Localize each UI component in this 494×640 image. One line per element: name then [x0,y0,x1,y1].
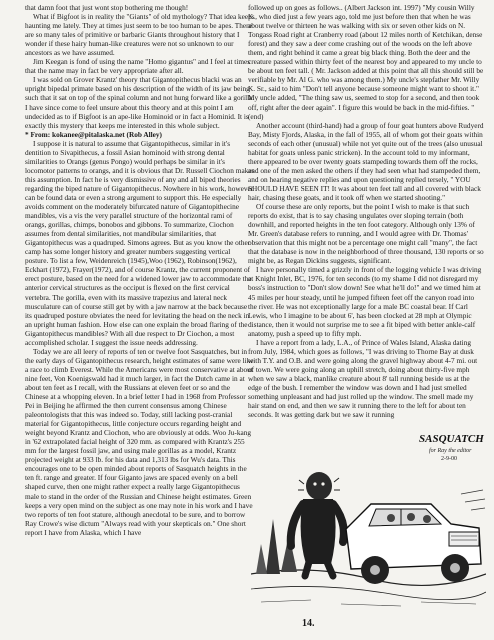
paragraph: I was sold on Grover Krantz' theory that Gigantopithecus blacki was an upright bipedal primate based on his description of the width of its jaw being such that it sat on top of the spinal column and not hung forward like a gorilla. I have since come to feel unsure about this theory and at this point I am undecided as to if Bigfoot is an ape-like Hominoid or in fact a Hominid. It is exactly this mystery that keeps me interested in this whole subject. [25,75,255,130]
truck-drawing [346,490,485,584]
right-column [248,3,484,428]
page-number: 14. [302,618,315,629]
signature-text: SASQUATCH [419,433,484,445]
paragraph: that damn foot that just wont stop bothering me though! [25,3,189,12]
paragraph: Today we are all leery of reports of ten or twelve foot Sasquatches, but in the early days of Gigantopithecus research, height estimates of same were like a race to climb Everest. While the Americans were most conservative at about nine feet, Von Koenigswald had it much larger, in fact the Dutch came in at about ten feet as I recall, with the Russians at eleven feet or so and the Chinese at a whopping eleven. In a brief letter I had in 1968 from Professor Pei in Beijing he affirmed the then current consensus among Chinese paleontologists that this was indeed so. Today, still lacking post-cranial material for Gigantopithecus, little conjecture occurs regarding height and weight beyond Krantz and Ciochon, who are obviously at odds. Woo Ju-kang in '62 extrapolated facial height of 320 mm. as compared with Krantz's 255 mm for the largest fossil jaw, and using male gorillas as a model, Krantz projected weight at 933 lb. for his data and 1,313 lbs for Wu's data. This encourages one to be open minded about reports of Sasquatch heights in the ten ft. range and greater. If four Giganto jaws are spaced evenly on a bell shaped curve, then one might rather expect a really large Gigantopithecus male to stand in the order of the Russian and Chinese height estimates. Green keeps a very open mind on the subject as one may note in his work and I have two reports of ten foot stature, although anecdotal to be sure, and to borrow Ray Crowe's wise dictum "Always read with your skepticals on." One short report I have from Alaska, which I have [25,346,254,537]
left-column [25,3,255,628]
cartoon-drawing [251,424,486,614]
paragraph: followed up on goes as follows.. (Albert Jackson int. 1997) "My cousin Willy K., who died just a few years ago, told me just before then that when he was about twelve or thirteen he was walking with six or seven other kids on N. Tongass Road right at Cranberry road (about 12 miles north of Ketchikan, dense forest) and they saw a deer come crashing out of the woods on the left above them, and right behind it came a great big black thing. Both the deer and the creature passed within thirty feet of the nearest boy and appeared to my uncle to be about ten feet tall. ( Mr. Jackson added at this point that all this should still be verifiable by Mr. Al G. who was among them.) My uncle's stepfather Mr. Willy K. Sr., said to him "Don't tell anyone because someone might want to shoot it." My uncle added, "The thing saw us, seemed to stop for a second, and then took off, right after the deer again". I figure this would be back in the mid-fifties. " (end) [248,3,484,121]
paragraph: I have personally timed a grizzly in front of the logging vehicle I was driving at Knight Inlet, BC, 1976, for ten seconds (to my shame I did not disregard my boss's instruction to "Don't slow down! See what he'll do!" and we timed him at 45 miles per hour steady, until he jumped fifteen feet off the canyon road into the river. He was not exceptionally large for a male BC coastal bear. If Carl Lewis, who I imagine to be about 6', has been clocked at 28 mph at Olympic distance, then it would not surprise me to see a fit biped with better ankle-calf anatomy, push a speed up to fifty mph. [248,265,482,338]
sasquatch-figure [291,472,344,576]
author-credit: * From: kokanee@pitalaska.net (Rob Alley) [25,129,162,139]
paragraph: Jim Keegan is fond of using the name "Homo gigantus" and I feel at times that the name may in fact be very appropriate after all. [25,57,251,76]
paragraph: Another account (third-hand) had a group of four goat hunters above Rudyerd Bay, Misty Fjords, Alaska, in the fall of 1955, all of whom got their goats within seconds of each other (unusual) while not yet quite out of the trees (also unusual habitat for goats unless panic stricken). In the account told to my informant, there appeared to be over twenty goats stampeding towards them off the rocks, and one of the men asked the others if they had seen what had stampeded them, and on hearing negative replies and upon questioning replied tersely, " YOU SHOULD HAVE SEEN IT! It was about ten feet tall and all covered with black hair, chasing these goats, and it took off when we started shooting." [248,120,484,202]
paragraph: I suppose it is natural to assume that Gigantopithecus, similar in it's dentition to Sivapithecus, a fossil Asian hominoid with strong dental similarities to Orangs (genus Pongo) would perhaps be similar in it's locomotor patterns to orangs, and it is obvious that Dr. Russell Ciochon makes this assumption. In fact he is very dismissive of any and all biped theories regarding the biped nature of Gigantopithecus. Nowhere in his work, however can be found data or even a strong argument to support this. He especially avoids comment on the moderately bifurcated nature of Gigantopithecine mandibles, vis a vis the very parallel structure of the horizontal rami of orangs, gorillas, chimps, bonobos and gibbons. To summarize, Ciochon assumes from dental similarities, not mandibular similarities, that Gigantopithecus was a quadruped. Simons agrees. But as you know the other camp has some longer history and greater numbers suggesting vertical posture. To list a few, Weidenreich (1945),Woo (1962), Robinson(1962), Eckhart (1972), Frayer(1972), and of course Krantz, the current proponent of erect posture, based on the need for a widened lower jaw to accommodate the anterior cervical structures as the occiput is flexed on the first cervical vertebra. The gorilla, even with its massive trapezius and lateral neck musculature can of course still get by with a jaw narrow at the back because its quadruped posture obviates the need for levitating the head on the neck in an upright human fashion. How else can one explain the broad flaring of the Gigantopithecus mandibles? With all due respect to Dr Ciochon, a most accomplished scholar. I suggest the issue needs addressing. [25,138,255,347]
sasquatch-cartoon-illustration [251,424,486,614]
paragraph: Of course these are only reports, but the point I wish to make is that such reports do exist, that is to say chasing ungulates over sloping terrain (both downhill, and reported heights in the ten foot category. Although only 13% of Mr. Green's database refers to running, and I would agree with Dr. Thomas' observation that this might not be a percentage one might call "many", the fact that the database is now in the neighborhood of three thousand, 130 reports or so might be, as Regan Dickins suggests, significant. [248,202,484,266]
paragraph: What if Bigfoot is in reality the "Giants" of old mythology? That idea keeps haunting me lately. They at times just seem to be too human to be apes. There are so many tales of primitive or barbaric Giants throughout history that I wonder if these hairy human-like creatures were not so unknown to our ancestors as we have assumed. [25,12,255,58]
paragraph: I have a report from a lady, L.A., of Prince of Wales Island, Alaska dating from July, 1984, which goes as follows, "I was driving to Thorne Bay at dusk with T.Y. and O.B. and were going along the gravel highway about 4-7 mi. out of town. We were going along an uphill stretch, doing about thirty-five mph when we saw a black, manlike creature about 8' tall running beside us at the edge of the bush. I remember the window was down and I had just smelled something unpleasant and had just rolled up the window. The smell made my hair stand on end, and then we saw it running there to the left for about ten seconds. It was getting dark but we saw it running [248,337,478,420]
signature-date: 2-9-00 [441,456,457,462]
signature-subtext: for Ray the editor [429,448,472,454]
